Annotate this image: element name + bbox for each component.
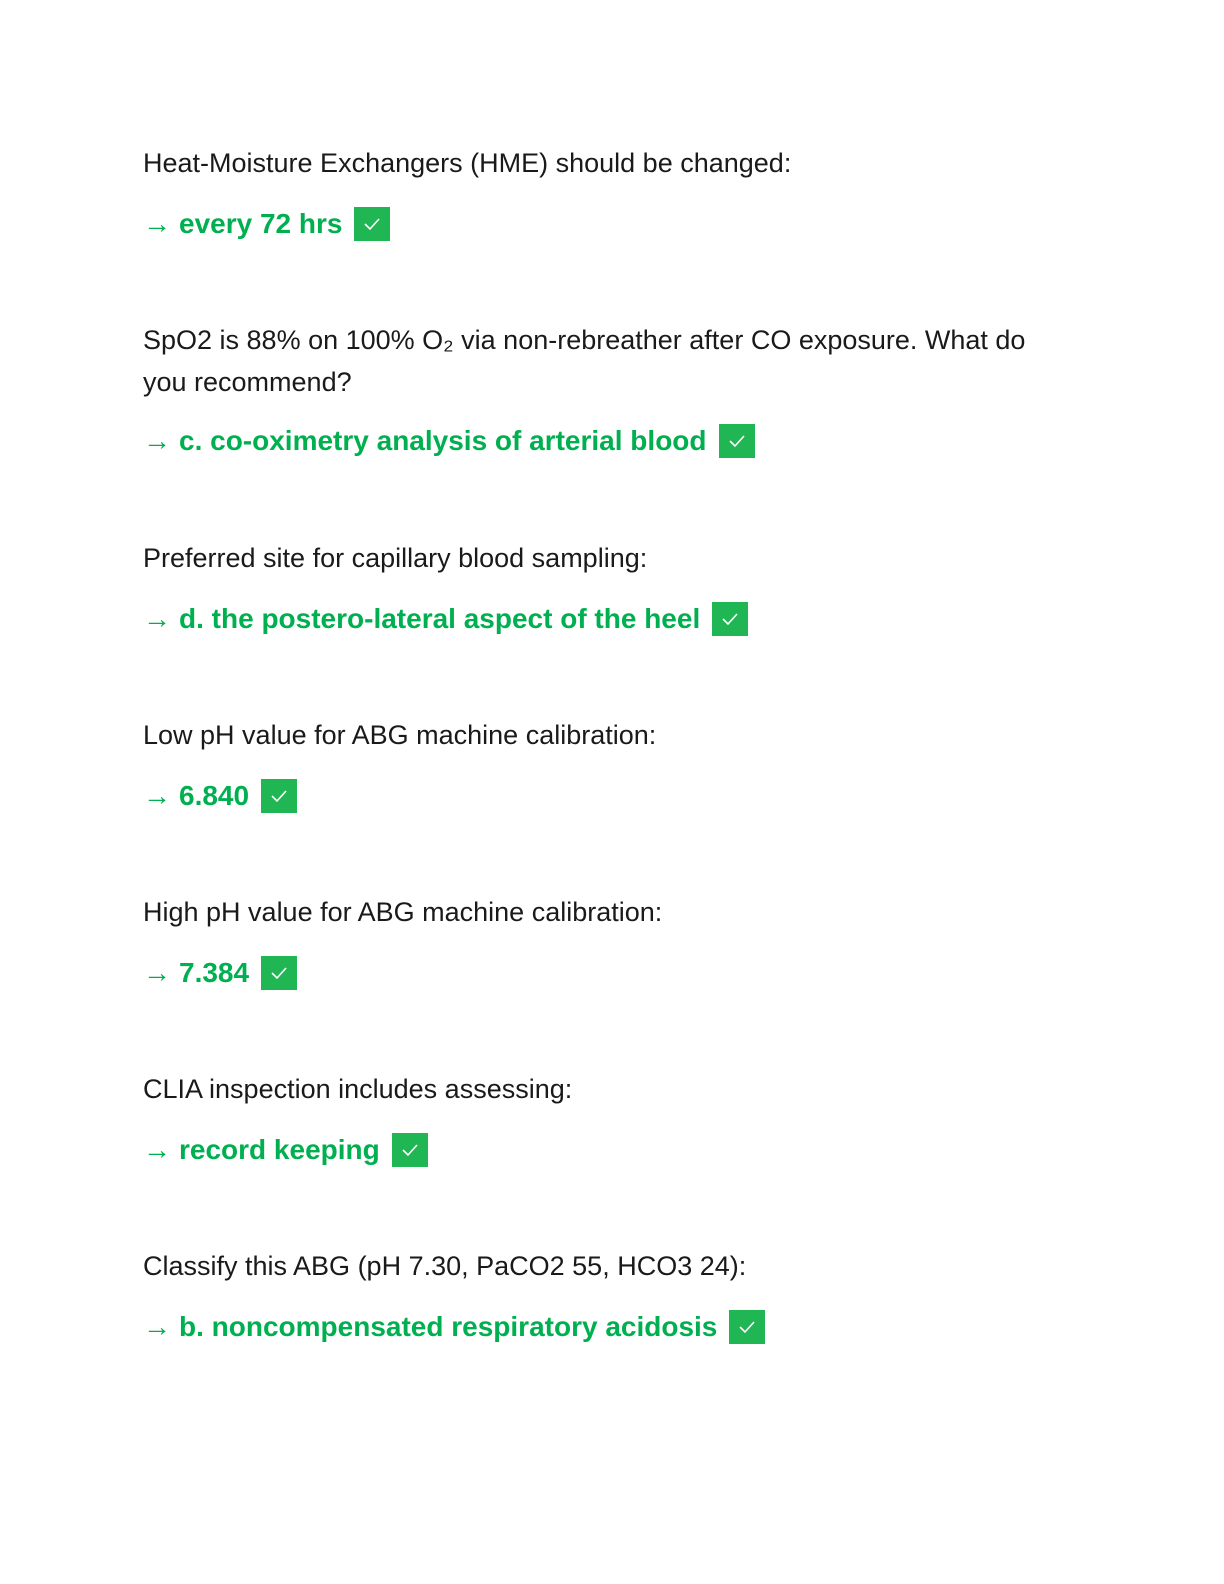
qa-item xyxy=(143,1068,1043,1170)
arrow-icon: → xyxy=(143,1311,171,1342)
answer-line xyxy=(143,1130,1043,1170)
answer-text: 6.840 xyxy=(179,780,250,811)
answer-line xyxy=(143,1307,1043,1347)
qa-item xyxy=(143,891,1043,993)
question-text: CLIA inspection includes assessing: xyxy=(143,1074,573,1104)
arrow-icon: → xyxy=(143,603,171,634)
arrow-icon: → xyxy=(143,957,171,988)
answer-text: d. the postero-lateral aspect of the heel xyxy=(179,603,701,634)
question-text: High pH value for ABG machine calibration: xyxy=(143,897,663,927)
answer-text: b. noncompensated respiratory acidosis xyxy=(179,1311,718,1342)
question-text: Preferred site for capillary blood sampling: xyxy=(143,543,648,573)
question-text: Classify this ABG (pH 7.30, PaCO2 55, HCO3 24): xyxy=(143,1251,747,1281)
check-mark-icon xyxy=(261,956,297,990)
answer-line xyxy=(143,776,1043,816)
answer-line xyxy=(143,421,1043,461)
arrow-icon: → xyxy=(143,1134,171,1165)
check-mark-icon xyxy=(719,424,755,458)
question-text: Heat-Moisture Exchangers (HME) should be changed: xyxy=(143,148,792,178)
question-text: SpO2 is 88% on 100% O₂ via non-rebreather after CO exposure. What do you recommend? xyxy=(143,325,1026,397)
arrow-icon: → xyxy=(143,208,171,239)
check-mark-icon xyxy=(354,207,390,241)
check-mark-icon xyxy=(712,602,748,636)
answer-line xyxy=(143,599,1043,639)
answer-text: 7.384 xyxy=(179,957,250,988)
qa-item xyxy=(143,714,1043,816)
arrow-icon: → xyxy=(143,780,171,811)
check-mark-icon xyxy=(392,1133,428,1167)
check-mark-icon xyxy=(729,1310,765,1344)
check-mark-icon xyxy=(261,779,297,813)
qa-item xyxy=(143,142,1043,244)
qa-item xyxy=(143,1245,1043,1347)
question-text: Low pH value for ABG machine calibration: xyxy=(143,720,657,750)
qa-item xyxy=(143,537,1043,639)
answer-text: record keeping xyxy=(179,1134,380,1165)
answer-text: c. co-oximetry analysis of arterial blood xyxy=(179,425,707,456)
arrow-icon: → xyxy=(143,425,171,456)
answer-line xyxy=(143,204,1043,244)
answer-text: every 72 hrs xyxy=(179,208,343,239)
qa-item xyxy=(143,319,1043,461)
answer-line xyxy=(143,953,1043,993)
